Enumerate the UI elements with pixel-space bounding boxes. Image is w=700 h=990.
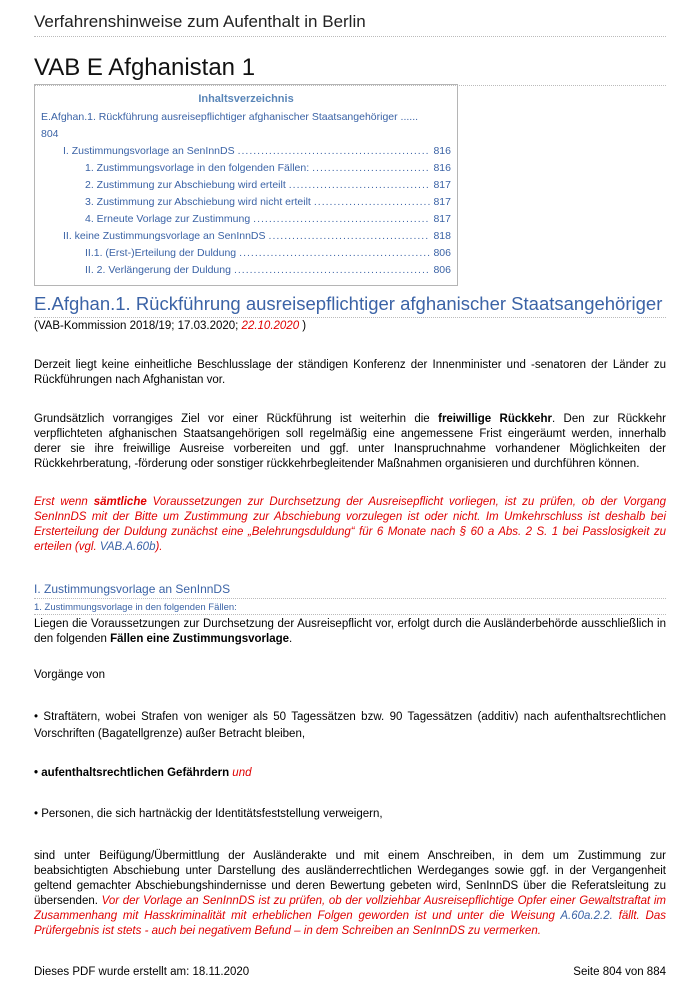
footer-page-number: Seite 804 von 884: [573, 966, 666, 978]
list-item-gefaehrder: [34, 766, 666, 781]
reference-date: 22.10.2020: [241, 320, 300, 332]
toc-entry-page[interactable]: 817: [433, 179, 451, 191]
text-run: Erst wenn: [34, 496, 94, 508]
reference-suffix: ): [299, 320, 307, 332]
toc-entry-page[interactable]: 816: [433, 162, 451, 174]
document-title: VAB E Afghanistan 1: [34, 54, 666, 86]
toc-entry[interactable]: [41, 177, 451, 194]
toc-entry-text[interactable]: 3. Zustimmung zur Abschiebung wird nicht erteilt: [85, 196, 311, 208]
toc-entry-text[interactable]: 4. Erneute Vorlage zur Zustimmung: [85, 213, 251, 225]
toc-entry[interactable]: [41, 194, 451, 211]
reference-prefix: (VAB-Kommission 2018/19; 17.03.2020;: [34, 320, 242, 332]
bold-text: • aufenthaltsrechtlichen Gefährdern: [34, 767, 230, 779]
list-item-straftaeter: • Straftätern, wobei Strafen von weniger als 50 Tagessätzen bzw. 90 Tagessätzen (additiv) nach aufenthaltsrechtlichen Vorschriften (Bagatellgrenze) außer Betracht bleiben,: [34, 711, 666, 740]
toc-entry-page[interactable]: 817: [433, 196, 451, 208]
paragraph-belehrungsduldung: [34, 495, 666, 555]
toc-entry-page[interactable]: 818: [433, 230, 451, 242]
paragraph-freiwillige-rueckkehr: [34, 412, 666, 472]
section-heading: E.Afghan.1. Rückführung ausreisepflichtiger afghanischer Staatsangehöriger: [34, 293, 666, 318]
toc-dot-leader: [239, 245, 430, 262]
table-of-contents: [34, 84, 458, 286]
paragraph-beschlusslage: Derzeit liegt keine einheitliche Beschlusslage der ständigen Konferenz der Innenminister und -senatoren der Länder zu Rückführungen nach Afghanistan vor.: [34, 359, 666, 386]
toc-dot-leader: [269, 228, 431, 245]
toc-entry-text[interactable]: II. 2. Verlängerung der Duldung: [85, 264, 231, 276]
toc-entry[interactable]: [41, 160, 451, 177]
text-run: Grundsätzlich vorrangiges Ziel vor einer Rückführung ist weiterhin die: [34, 413, 439, 425]
toc-dot-leader: [234, 262, 431, 279]
link-vab-a-60b[interactable]: VAB.A.60b: [99, 541, 156, 553]
text-run: Voraussetzungen zur Durchsetzung der Ausreisepflicht vorliegen, ist zu prüfen, ob der Vorgang SenInnDS mit der Bitte um Zustimmung zur Abschiebung vorzulegen ist oder nicht. Im Umkehrschluss ist deshalb bei Ersterteilung der Duldung zunächst eine „Belehrungsduldung“ für 6 Monate nach § 60 a Abs. 2 S. 1 bei Passlosigkeit zu erteilen (vgl.: [34, 496, 666, 553]
subsection-heading: I. Zustimmungsvorlage an SenInnDS: [34, 582, 666, 599]
bold-text: Fällen eine Zustimmungsvorlage: [110, 633, 290, 645]
toc-entry[interactable]: [41, 228, 451, 245]
link-a-60a-2-2[interactable]: A.60a.2.2.: [560, 910, 613, 922]
bold-text: freiwillige Rückkehr: [438, 413, 552, 425]
toc-dot-leader: [238, 143, 431, 160]
toc-entry[interactable]: [41, 245, 451, 262]
toc-dot-leader: [314, 194, 431, 211]
text-run: ).: [155, 541, 163, 553]
toc-entry-page[interactable]: 806: [433, 247, 451, 259]
text-run: Liegen die Voraussetzungen zur Durchsetzung der Ausreisepflicht vor, erfolgt durch die Ausländerbehörde ausschließlich in den folgenden: [34, 618, 666, 645]
toc-entry[interactable]: [41, 262, 451, 279]
toc-entry-text[interactable]: 1. Zustimmungsvorlage in den folgenden Fällen:: [85, 162, 310, 174]
toc-entry[interactable]: [41, 143, 451, 160]
page-header: Verfahrenshinweise zum Aufenthalt in Berlin: [34, 12, 666, 37]
subsubsection-heading: 1. Zustimmungsvorlage in den folgenden Fällen:: [34, 602, 666, 615]
toc-entry-page[interactable]: 806: [433, 264, 451, 276]
footer-created-date: Dieses PDF wurde erstellt am: 18.11.2020: [34, 966, 250, 978]
list-item-identitaet: • Personen, die sich hartnäckig der Identitätsfeststellung verweigern,: [34, 808, 383, 820]
toc-entry-page[interactable]: 817: [433, 213, 451, 225]
section-reference: [34, 320, 306, 332]
bold-text: sämtliche: [93, 496, 147, 508]
text-run: .: [289, 633, 293, 645]
text-run: sind unter Beifügung/Übermittlung der Ausländerakte und mit einem Anschreiben, in dem um Zustimmung zur beabsichtigten Abschiebung unter Darstellung des ausländerrechtlichen Werdeganges sowie ggf. in der Vergangenheit geltend gemachter Abschiebungshindernisse und deren Bewertung gebeten wird, SenInnDS über die Referatsleitung zu übersenden.: [34, 850, 666, 907]
toc-entry[interactable]: [41, 211, 451, 228]
page-footer: [34, 966, 666, 978]
toc-entry-e-afghan-1[interactable]: [41, 109, 451, 143]
red-text: Vor der Vorlage an SenInnDS ist zu prüfen, ob der vollziehbar Ausreisepflichtige Opfer einer Gewaltstraftat im Zusammenhang mit Hasskriminalität mit erheblichen Folgen geworden ist und unter die Weisung: [34, 895, 667, 922]
toc-dot-leader: [312, 160, 430, 177]
toc-entry-page[interactable]: 816: [433, 145, 451, 157]
toc-entry-text[interactable]: 2. Zustimmung zur Abschiebung wird erteilt: [85, 179, 286, 191]
red-text: fällt. Das Prüfergebnis ist stets - auch bei negativem Befund – in dem Schreiben an SenInnDS zu vermerken.: [34, 910, 666, 937]
toc-entry-text[interactable]: I. Zustimmungsvorlage an SenInnDS: [63, 145, 235, 157]
paragraph-vorgaenge: Vorgänge von: [34, 669, 105, 681]
toc-entry-text[interactable]: II. keine Zustimmungsvorlage an SenInnDS: [63, 230, 266, 242]
red-text: und: [229, 767, 252, 779]
toc-entry-text[interactable]: E.Afghan.1. Rückführung ausreisepflichtiger afghanischer Staatsangehöriger ......: [41, 111, 419, 123]
toc-dot-leader: [289, 177, 431, 194]
toc-entry-text[interactable]: II.1. (Erst-)Erteilung der Duldung: [85, 247, 237, 259]
toc-dot-leader: [253, 211, 430, 228]
text-run: . Den zur Rückkehr verpflichteten afghanischen Staatsangehörigen soll regelmäßig eine angemessene Frist eingeräumt werden, innerhalb derer sie ihre freiwillige Ausreise vorbereiten und ggf. unter Inanspruchnahme vorhandener Möglichkeiten der Rückkehrberatung, -förderung oder sonstiger rückkehrbegleitender Maßnahmen organisieren und durchführen können.: [34, 413, 666, 470]
toc-entry-page[interactable]: 804: [41, 128, 59, 140]
toc-title: Inhaltsverzeichnis: [198, 93, 294, 105]
paragraph-zustimmungsvorlage: [34, 617, 666, 647]
paragraph-anschreiben: [34, 849, 666, 939]
